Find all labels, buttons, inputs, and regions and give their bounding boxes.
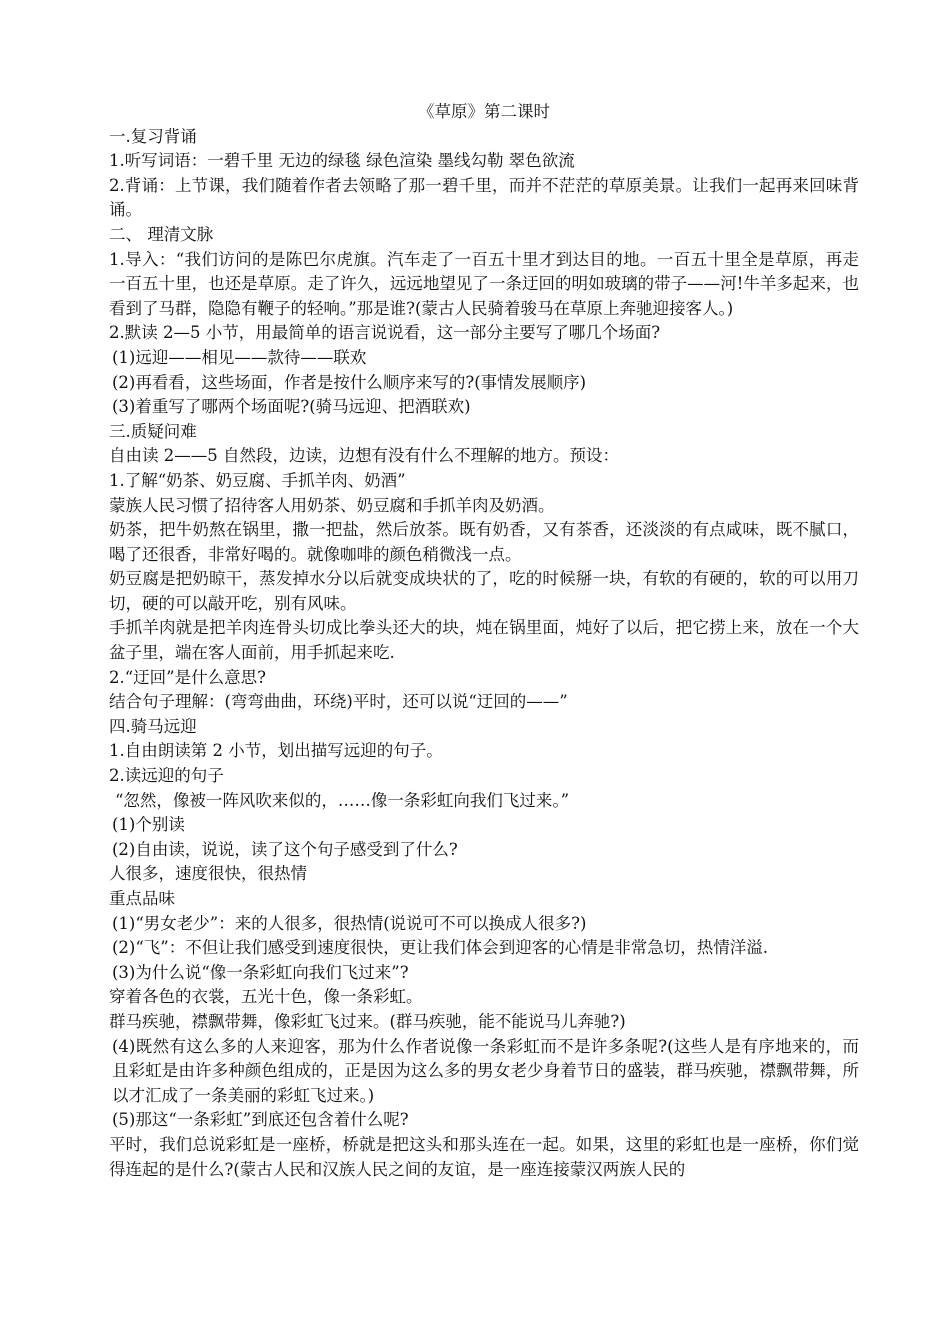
paragraph: 群马疾驰，襟飘带舞，像彩虹飞过来。(群马疾驰，能不能说马儿奔驰?): [109, 1011, 626, 1031]
list-item: (2)再看看，这些场面，作者是按什么顺序来写的?(事情发展顺序): [112, 372, 587, 392]
paragraph: 1.自由朗读第 2 小节，划出描写远迎的句子。: [109, 741, 443, 761]
paragraph: 蒙族人民习惯了招待客人用奶茶、奶豆腐和手抓羊肉及奶酒。: [109, 495, 555, 515]
paragraph: 平时，我们总说彩虹是一座桥，桥就是把这头和那头连在一起。如果，这里的彩虹也是一座桥，你们觉得连起的是什么?(蒙古人民和汉族人民之间的友谊，是一座连接蒙汉两族人民的: [109, 1134, 859, 1179]
section-heading-structure: 二、 理清文脉: [109, 224, 214, 244]
paragraph: 重点品味: [109, 889, 175, 908]
paragraph: 自由读 2——5 自然段，边读，边想有没有什么不理解的地方。预设：: [109, 446, 619, 466]
section-heading-review: 一.复习背诵: [109, 126, 197, 146]
paragraph: 奶豆腐是把奶晾干，蒸发掉水分以后就变成块状的了，吃的时候掰一块，有软的有硬的，软的可以用刀切，硬的可以敲开吃，别有风味。: [109, 569, 859, 613]
paragraph: 2.“迂回”是什么意思?: [109, 667, 266, 687]
section-heading-welcome: 四.骑马远迎: [109, 716, 197, 736]
list-item: (2)“飞”：不但让我们感受到速度很快，更让我们体会到迎客的心情是非常急切，热情洋溢.: [112, 938, 768, 958]
paragraph: 手抓羊肉就是把羊肉连骨头切成比拳头还大的块，炖在锅里面，炖好了以后，把它捞上来，放在一个大盆子里，端在客人面前，用手抓起来吃.: [109, 618, 859, 663]
list-item: (2)自由读，说说，读了这个句子感受到了什么?: [112, 839, 458, 859]
paragraph: 1.导入：“我们访问的是陈巴尔虎旗。汽车走了一百五十里才到达目的地。一百五十里全是草原，再走一百五十里，也还是草原。走了许久，远远地望见了一条迂回的明如玻璃的带子——河!牛羊多起来，也看到了马群，隐隐有鞭子的轻响。”那是谁?(蒙古人民骑着骏马在草原上奔驰迎接客人。): [109, 249, 859, 318]
document-page: [109, 100, 859, 1182]
list-item: (1)“男女老少”：来的人很多，很热情(说说可不可以换成人很多?): [112, 913, 587, 933]
paragraph: 2.默读 2—5 小节，用最简单的语言说说看，这一部分主要写了哪几个场面?: [109, 323, 661, 343]
paragraph: 1.了解“奶茶、奶豆腐、手抓羊肉、奶酒”: [109, 470, 406, 490]
paragraph: 人很多，速度很快，很热情: [109, 864, 307, 884]
paragraph: 穿着各色的衣裳，五光十色，像一条彩虹。: [109, 987, 423, 1007]
list-item: (3)为什么说“像一条彩虹向我们飞过来”?: [112, 962, 409, 982]
quote: “忽然，像被一阵风吹来似的，……像一条彩虹向我们飞过来。”: [115, 790, 570, 810]
paragraph: 结合句子理解：(弯弯曲曲，环绕)平时，还可以说“迂回的——”: [109, 692, 568, 712]
list-item: (5)那这“一条彩虹”到底还包含着什么呢?: [112, 1110, 409, 1130]
section-heading-questions: 三.质疑问难: [109, 421, 197, 441]
paragraph: 奶茶，把牛奶熬在锅里，撒一把盐，然后放茶。既有奶香，又有茶香，还淡淡的有点咸味，既不腻口，喝了还很香，非常好喝的。就像咖啡的颜色稍微浅一点。: [109, 520, 859, 564]
list-item: (1)个别读: [112, 815, 185, 835]
list-item: (3)着重写了哪两个场面呢?(骑马远迎、把酒联欢): [112, 397, 471, 417]
paragraph: 2.背诵：上节课，我们随着作者去领略了那一碧千里，而并不茫茫的草原美景。让我们一起再来回味背诵。: [109, 175, 859, 220]
page-title: 《草原》第二课时: [418, 102, 550, 121]
list-item: (1)远迎——相见——款待——联欢: [112, 347, 367, 367]
list-item: (4)既然有这么多的人来迎客，那为什么作者说像一条彩虹而不是许多条呢?(这些人是有序地来的，而且彩虹是由许多种颜色组成的，正是因为这么多的男女老少身着节日的盛装，群马疾驰，襟飘带舞，所以才汇成了一条美丽的彩虹飞过来。): [112, 1036, 859, 1105]
paragraph: 1.听写词语：一碧千里 无边的绿毯 绿色渲染 墨线勾勒 翠色欲流: [109, 151, 575, 171]
paragraph: 2.读远迎的句子: [109, 766, 224, 786]
